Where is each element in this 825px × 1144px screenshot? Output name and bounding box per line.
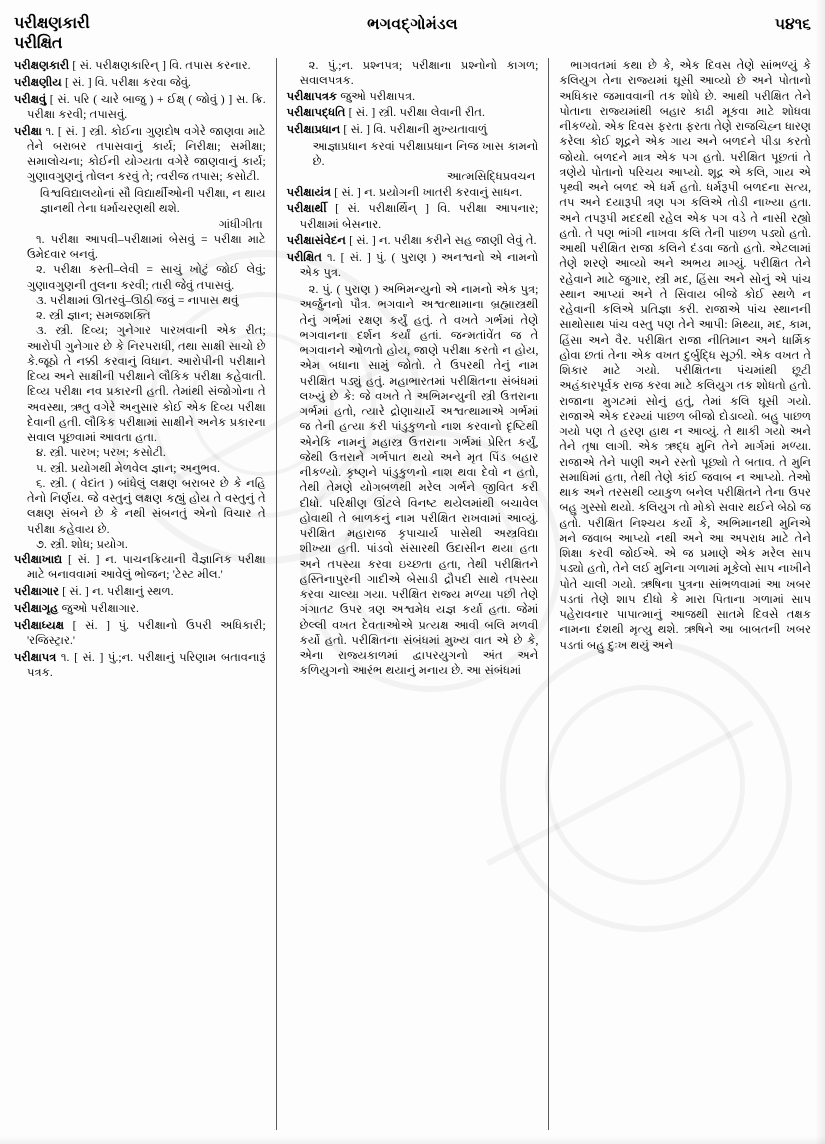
entry-headword: પરીક્ષા — [14, 124, 42, 138]
entry-definition: [ સં. ] પું. પરીક્ષાનો ઉપરી અધિકારી; 'રજિસ્ટ્રાર.' — [27, 618, 266, 647]
dictionary-entry — [287, 250, 539, 281]
entry-sense: ૧. પરીક્ષા આપવી–પરીક્ષામાં બેસવું = પરીક્ષા માટે ઉમેદવાર બનવું. — [27, 232, 266, 261]
column-2 — [287, 58, 539, 1130]
entry-headword: પરીક્ષણીય — [14, 75, 62, 89]
entry-definition: જુઓ પરીક્ષાપત્ર. — [337, 89, 415, 103]
dictionary-entry — [14, 552, 266, 583]
entry-definition: ૧. [ સં. ] સ્ત્રી. કોઈના ગુણદોષ વગેરે જાણવા માટે તેને બરાબર તપાસવાનું કાર્ય; નિરીક્ષા; સમીક્ષા; સમાલોચના; કોઈની યોગ્યતા વગેરે જાણવાનું કાર્ય; ગુણાવગુણનું તોલન કરવું તે; ત્વરીજ તપાસ; કસોટી. — [27, 124, 266, 184]
dictionary-entry — [14, 601, 266, 616]
dictionary-entry — [14, 75, 266, 90]
text-columns — [14, 58, 811, 1130]
entry-definition: [ સં. ] ન. પરીક્ષાનું સ્થળ. — [58, 585, 174, 598]
dictionary-entry — [14, 58, 266, 73]
entry-headword: પરીક્ષાપદ્ધતિ — [286, 106, 346, 120]
entry-sense: ૭. સ્ત્રી. શોધ; પ્રયોગ. — [36, 537, 128, 551]
entry-definition: [ સં. ] ન. પાચનક્રિયાની વૈજ્ઞાનિક પરીક્ષા માટે બનાવવામાં આવેલું ભોજન; 'ટેસ્ટ મીલ.' — [27, 553, 266, 582]
entry-definition: ૧. [ સં. ] પું. ( પુરાણ ) અનશ્વનો એ નામનો એક પુત્ર. — [299, 251, 539, 280]
quotation-source: આત્મસિદ્ધિપ્રવચન — [446, 170, 536, 184]
page-number: ૫૪૧૬ — [774, 16, 811, 33]
running-head-left-line2: પરીક્ષિત — [14, 35, 63, 52]
scan-bottom-shadow — [0, 1136, 825, 1144]
entry-headword: પરીક્ષાસંવેદન — [286, 234, 346, 248]
entry-sense: ૫. સ્ત્રી. પ્રયોગથી મેળવેલ જ્ઞાન; અનુભવ. — [36, 461, 221, 475]
entry-headword: પરીક્ષાગૃહ — [14, 601, 59, 615]
entry-sense: ૨. પું. ( પુરાણ ) અભિમન્યુનો એ નામનો એક પુત્ર; અર્જુનનો પૌત્ર. ભગવાને અશ્વત્થામાના બ્રહ્માસ્ત્રથી તેનું ગર્ભમાં રક્ષણ કર્યું હતું. તે વખતે ગર્ભમાં તેણે ભગવાનના દર્શન કર્યાં હતાં. જન્મતાંવેંત જ તે ભગવાનને ઓળતો હોય, જાણે પરીક્ષા કરતો ન હોય, એમ બધાના સામું જોતો. તે ઉપરથી તેનું નામ પરીક્ષિત પડ્યું હતું. મહાભારતમાં પરીક્ષિતના સંબંધમાં લખ્યું છે કે: જે વખતે તે અભિમન્યુની સ્ત્રી ઉત્તરાના ગર્ભમાં હતો, ત્યારે દ્રોણાચાર્યે અશ્વત્થામાએ ગર્ભમાં જ તેની હત્યા કરી પાંડુકુળનો નાશ કરવાનો દૃષ્ટિથી એનેકિ નામનું મહાસ્ત્ર ઉત્તરાના ગર્ભમાં પ્રેરિત કર્યું, જેથી ઉત્તરાને ગર્ભપાત થયો અને મૃત પિંડ બહાર નીકળ્યો. કૃષ્ણને પાંડુકુળનો નાશ થવા દેવો ન હતો, તેથી તેમણે યોગબળથી મરેલ ગર્ભને જીવિત કરી દીધો. પરિક્ષીણ ઊંટલે વિનષ્ટ થયેલમાંથી બચાવેલ હોવાથી તે બાળકનું નામ પરીક્ષિત રાખવામાં આવ્યું. પરીક્ષિત મહારાજ કૃપાચાર્ય પાસેથી અસ્ત્રવિદ્યા શીખ્યા હતી. પાંડવો સંસારથી ઉદાસીન થયા હતા અને તપસ્યા કરવા ઇચ્છતા હતા, તેથી પરીક્ષિતને હસ્તિનાપુરની ગાદીએ બેસાડી દ્રૌપદી સાથે તપસ્યા કરવા ચાલ્યા ગયા. પરીક્ષિત રાજ્ય મળ્યા પછી તેણે ગંગાતટ ઉપર ત્રણ અશ્વમેધ યજ્ઞ કર્યા હતા. જેમાં છેલ્લી વખત દેવતાઓએ પ્રત્યક્ષ આવી બલિ મળવી કર્યો હતો. પરીક્ષિતના સંબંધમાં મુખ્ય વાત એ છે કે, એના રાજ્યકાળમાં દ્વાપરયુગનો અંત અને કળિયુગનો આરંભ થયાનું મનાય છે. આ સંબંધમાં — [299, 283, 539, 678]
dictionary-entry — [287, 185, 539, 200]
entry-sense: ૨. પું.;ન. પ્રશ્નપત્ર; પરીક્ષાના પ્રશ્નોનો કાગળ; સવાલપત્રક. — [299, 59, 539, 88]
entry-definition: ૧. [ સં. ] પું.;ન. પરીક્ષાનું પરિણામ બતાવનારૂં પત્રક. — [27, 650, 266, 679]
entry-definition: [ સં. ] સ્ત્રી. પરીક્ષા લેવાની રીત. — [345, 106, 485, 120]
entry-definition: [ સં. ] વિ. પરીક્ષાની મુખ્યતાવાળું — [340, 123, 488, 136]
entry-headword: પરીક્ષાપ્રધાન — [286, 123, 341, 136]
entry-quotation: આજ્ઞાપ્રધાન કરવાં પરીક્ષાપ્રધાન નિજ ખાસ કામનો છે. — [312, 139, 539, 168]
running-head-left-line1: પરીક્ષણકારી — [14, 15, 90, 32]
entry-headword: પરીક્ષાધ્યક્ષ — [14, 618, 64, 632]
dictionary-entry — [14, 124, 266, 185]
entry-headword: પરીક્ષવું — [14, 92, 47, 106]
running-head — [14, 14, 811, 58]
dictionary-entry — [14, 92, 266, 123]
dictionary-entry — [287, 201, 539, 232]
entry-headword: પરીક્ષાખાદ્ય — [14, 553, 63, 566]
entry-sense: ૨. સ્ત્રી જ્ઞાન; સમજશક્તિ — [36, 309, 151, 322]
entry-definition: [ સં. પરીક્ષાર્થિન્ ] વિ. પરીક્ષા આપનાર; પરીક્ષામાં બેસનાર. — [299, 202, 539, 231]
dictionary-entry — [287, 105, 539, 120]
entry-sense: ૬. સ્ત્રી. ( વેદાંત ) બાંધેલું લક્ષણ બરાબર છે કે નહિ તેનો નિર્ણય. જે વસ્તુનું લક્ષણ કહ્યું હોય તે વસ્તુનું તે લક્ષણ સંબને છે કે નથી સંબનતું એનો વિચાર તે પરીક્ષા કહેવાય છે. — [27, 476, 266, 536]
entry-definition: [ સં. પરીક્ષણકારિન્ ] વિ. તપાસ કરનાર. — [69, 59, 251, 72]
column-divider — [548, 58, 549, 1130]
entry-sense: ૪. સ્ત્રી. પારખ; પરખ; કસોટી. — [36, 446, 166, 460]
entry-definition: જુઓ પરીક્ષાગાર. — [58, 601, 139, 615]
dictionary-entry — [14, 618, 266, 649]
entry-sense: ૨. પરીક્ષા કસ્તી–લેવી = સાચું ખોટું જોઈ લેવું; ગુણાવગુણની તુલના કરવી; તારી જેવું તપાસવું. — [27, 263, 266, 292]
entry-headword: પરીક્ષાગાર — [14, 585, 59, 598]
entry-headword: પરીક્ષાપત્રક — [286, 89, 338, 103]
dictionary-entry — [14, 650, 266, 681]
scan-edge-shadow — [815, 0, 825, 1144]
dictionary-entry — [14, 584, 266, 599]
dictionary-entry — [287, 233, 539, 248]
entry-sense: ૩. પરીક્ષામાં ઊતરવું–ઊઠી જવું = નાપાસ થવું — [36, 293, 239, 307]
entry-headword: પરીક્ષિત — [286, 251, 322, 264]
entry-definition: [ સં. ] ન. પરીક્ષા કરીને સહ જાણી લેવું તે. — [345, 234, 537, 248]
book-title: ભગવદ્ગોમંડલ — [367, 16, 458, 33]
entry-definition: [ સં. ] વિ. પરીક્ષા કરવા જેવું. — [61, 75, 191, 89]
entry-headword: પરીક્ષણકારી — [14, 59, 70, 72]
dictionary-entry — [287, 122, 539, 137]
dictionary-entry — [287, 89, 539, 104]
column-1 — [14, 58, 266, 1130]
entry-definition: [ સં. ] ન. પ્રયોગની ખાતરી કરવાનું સાધન. — [330, 185, 523, 199]
entry-definition: [ સં. પરિ ( ચારે બાજુ ) + ઈક્ષ્ ( જોવું ) ] સ. ક્રિ. પરીક્ષા કરવી; તપાસવું. — [27, 92, 266, 121]
column-divider — [276, 58, 277, 1130]
entry-sense: ૩. સ્ત્રી. દિવ્ય; ગુનેગાર પારખવાની એક રીત; આરોપી ગુનેગાર છે કે નિરપરાધી, તથા સાક્ષી સાચો છે કે.જૂઠો તે નક્કી કરવાનું વિધાન. આરોપીની પરીક્ષાને દિવ્ય અને સાક્ષીની પરીક્ષાને લૌકિક પરીક્ષા કહેવાતી. દિવ્ય પરીક્ષા નવ પ્રકારની હતી. તેમાંથી સંજોગોના તે અવસ્થા, ઋતુ વગેરે અનુસાર કોઈ એક દિવ્ય પરીક્ષા દેવાની હતી. લૌકિક પરીક્ષામાં સાક્ષીને અનેક પ્રકારના સવાલ પૂછવામાં આવતા હતા. — [27, 324, 266, 444]
entry-headword: પરીક્ષાયંત્ર — [286, 185, 331, 199]
entry-quotation: વિશ્વવિદ્યાલયોનાં સૌ વિદ્યાર્થીઓની પરીક્ષા, ન થાય જ્ઞાનથી તેના ધર્માચરણથી થશે. — [40, 187, 266, 216]
quotation-source: ગાંધીગીતા — [218, 217, 263, 231]
body-paragraph: ભાગવતમાં કથા છે કે, એક દિવસ તેણે સાંભળ્યું કે કલિયુગ તેના રાજ્યમાં ઘૂસી આવ્યો છે અને પોતાનો અધિકાર જમાવવાની તક શોધે છે. આથી પરીક્ષિત તેને પોતાના રાજ્યમાંથી બહાર કાઢી મૂકવા માટે શોધવા નીકળ્યો. એક દિવસ ફરતા ફરતા તેણે રાજચિહ્ન ધારણ કરેલા કોઈ શૂદ્રને એક ગાય અને બળદને પીડા કરતો જોયો. બળદને માત્ર એક પગ હતો. પરીક્ષિત પૂછતાં તે ત્રણેયે પોતાનો પરિચય આપ્યો. શૂદ્ર એ કલિ, ગાય એ પૃથ્વી અને બળદ એ ધર્મ હતો. ધર્મરૂપી બળદના સત્ય, તપ અને દયારૂપી ત્રણ પગ કલિએ તોડી નાખ્યા હતા. અને તપરૂપી મદદથી રહેલ એક પગ વડે તે નાસી રહ્યો હતો. તે પણ ભાંગી નાખવા કલિ તેની પાછળ પડ્યો હતો. આથી પરીક્ષિત રાજા કલિને દંડવા જતો હતો. એટલામાં તેણે શરણે આવ્યો અને અભય માગ્યું. પરીક્ષિત તેને રહેવાને માટે જુગાર, સ્ત્રી મદ, હિંસા અને સોનું એ પાંચ સ્થાન આપ્યાં અને તે સિવાય બીજે કોઈ સ્થળે ન રહેવાની કલિએ પ્રતિજ્ઞા કરી. રાજાએ પાંચ સ્થાનની સાથોસાથ પાંચ વસ્તુ પણ તેને આપી: મિથ્યા, મદ, કામ, હિંસા અને વૈર. પરીક્ષિત રાજા નીતિમાન અને ધાર્મિક હોવા છતાં તેના એક વખત દુર્બુદ્ધિ સૂઝી. એક વખત તે શિકાર માટે ગયો. પરીક્ષિતના પંચમાંથી છૂટી અહંકારપૂર્વક રાજ કરવા માટે કલિયુગ તક શોધતો હતો. રાજાના મુગટમાં સોનું હતું, તેમાં કલિ ઘૂસી ગયો. રાજાએ એક દરમ્યાં પાછળ બીજો દોડાવ્યો. બહુ પાછળ ગયો પણ તે હરણ હાથ ન આવ્યું. તે થાકી ગયો અને તેને તૃષા લાગી. એક ઋદ્ધ મુનિ તેને માર્ગમાં મળ્યા. રાજાએ તેને પાણી અને રસ્તો પૂછ્યો તે બતાવ. તે મુનિ સમાધિમાં હતા, તેથી તેણે કાંઈ જવાબ ન આપ્યો. તેઓ થાક અને તરસથી વ્યાકુળ બનેલ પરીક્ષિતને તેના ઉપર બહુ ગુસ્સો થયો. કલિયુગ તો મોકો સવાર થઈને બેઠો જ હતો. પરીક્ષિત નિશ્ચય કર્યો કે, અભિમાનથી મુનિએ મને જવાબ આપ્યો નથી અને આ અપરાધ માટે તેને શિક્ષા કરવી જોઈએ. એ જ પ્રમાણે એક મરેલ સાપ પડ્યો હતો, તેને લઈ મુનિના ગળામાં મૂકેલો સાપ નાખીને પોતે ચાલી ગયો. ઋષિના પુત્રના સાંભળવામાં આ ખબર પડતાં તેણે શાપ દીધો કે મારા પિતાના ગળામાં સાપ પહેરાવનાર પાપાત્માનું આજથી સાતમે દિવસે તક્ષક નામના દંશથી મૃત્યુ થશે. ઋષિને આ બાબતની ખબર પડતાં બહુ દુઃખ થયું અને — [559, 59, 812, 652]
column-3 — [559, 58, 811, 1130]
entry-headword: પરીક્ષાર્થી — [286, 202, 327, 216]
entry-headword: પરીક્ષાપત્ર — [14, 650, 57, 664]
